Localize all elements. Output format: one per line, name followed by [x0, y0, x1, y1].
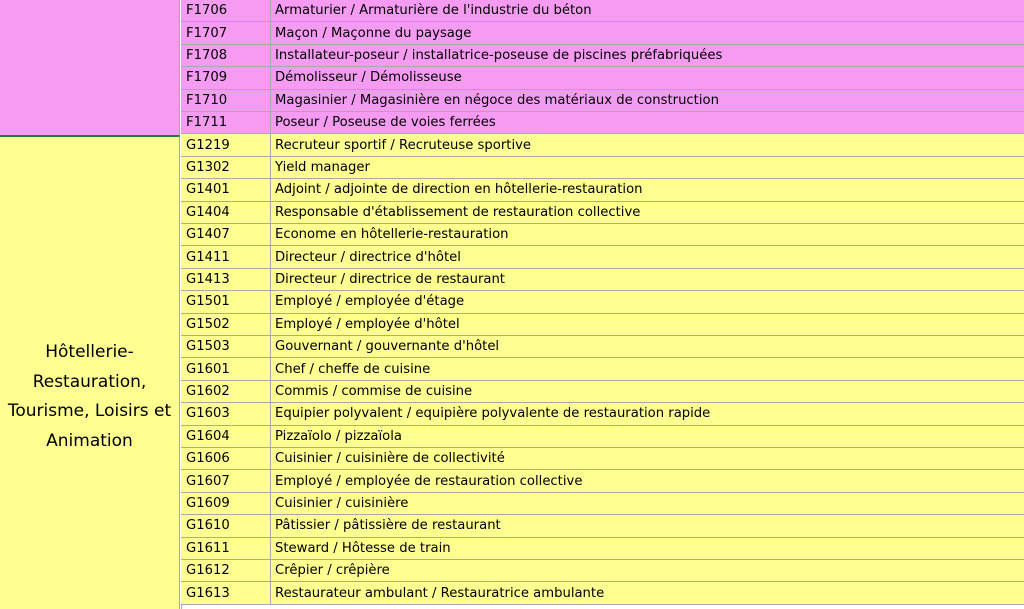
table-row[interactable] — [181, 112, 1024, 134]
job-label-cell[interactable]: Démolisseur / Démolisseuse — [275, 70, 462, 86]
job-label-cell[interactable]: Employé / employée d'étage — [275, 294, 465, 310]
table-row[interactable] — [181, 515, 1024, 537]
rome-code-cell[interactable]: G1604 — [181, 426, 271, 447]
rome-code-cell[interactable]: G1501 — [181, 291, 271, 312]
rome-code-cell[interactable]: G1609 — [181, 493, 271, 514]
job-label-cell[interactable]: Chef / cheffe de cuisine — [275, 361, 431, 377]
table-row[interactable] — [181, 358, 1024, 380]
rome-code-cell[interactable]: G1407 — [181, 224, 271, 245]
rome-code-cell[interactable]: G1401 — [181, 179, 271, 200]
rome-code-cell[interactable]: G1411 — [181, 246, 271, 267]
job-label-cell[interactable]: Pizzaïolo / pizzaïola — [275, 428, 402, 444]
rome-code-cell[interactable]: G1302 — [181, 157, 271, 178]
table-row[interactable] — [181, 90, 1024, 112]
table-row[interactable] — [181, 448, 1024, 470]
job-label-cell[interactable]: Pâtissier / pâtissière de restaurant — [275, 518, 501, 534]
table-row[interactable] — [181, 22, 1024, 44]
job-label-cell[interactable]: Armaturier / Armaturière de l'industrie du béton — [275, 3, 592, 19]
table-row[interactable] — [181, 493, 1024, 515]
table-row[interactable] — [181, 246, 1024, 268]
table-row[interactable] — [181, 381, 1024, 403]
job-label-cell[interactable]: Adjoint / adjointe de direction en hôtellerie-restauration — [275, 182, 643, 198]
job-label-cell[interactable]: Cuisinier / cuisinière de collectivité — [275, 451, 505, 467]
job-label-cell[interactable]: Maçon / Maçonne du paysage — [275, 25, 472, 41]
rome-code-cell[interactable]: G1601 — [181, 358, 271, 379]
job-label-cell[interactable]: Responsable d'établissement de restauration collective — [275, 204, 641, 220]
job-label-cell[interactable]: Poseur / Poseuse de voies ferrées — [275, 115, 496, 131]
rome-code-cell[interactable]: G1611 — [181, 538, 271, 559]
job-label-cell[interactable]: Restaurateur ambulant / Restauratrice ambulante — [275, 585, 605, 601]
table-row[interactable] — [181, 202, 1024, 224]
job-label-cell[interactable]: Employé / employée de restauration collective — [275, 473, 583, 489]
table-row[interactable] — [181, 179, 1024, 201]
table-row[interactable] — [181, 560, 1024, 582]
category-label: Hôtellerie- Restauration, Tourisme, Loisirs et Animation — [7, 342, 172, 451]
table-row[interactable] — [181, 0, 1024, 22]
table-row[interactable] — [181, 291, 1024, 313]
rome-code-cell[interactable]: F1709 — [181, 67, 271, 88]
rome-code-cell[interactable]: F1711 — [181, 112, 271, 133]
rome-code-cell[interactable]: G1613 — [181, 582, 271, 603]
job-label-cell[interactable]: Employé / employée d'hôtel — [275, 316, 460, 332]
rome-code-cell[interactable]: G1602 — [181, 381, 271, 402]
rome-code-cell[interactable]: G1603 — [181, 403, 271, 424]
table-row[interactable] — [181, 314, 1024, 336]
table-row[interactable] — [181, 470, 1024, 492]
rome-code-cell[interactable]: G1607 — [181, 470, 271, 491]
job-label-cell[interactable]: Directeur / directrice de restaurant — [275, 271, 505, 287]
rome-code-cell[interactable]: F1707 — [181, 22, 271, 43]
rome-code-cell[interactable]: G1219 — [181, 134, 271, 155]
table-row[interactable] — [181, 582, 1024, 604]
table-row[interactable] — [181, 67, 1024, 89]
table-row[interactable] — [181, 134, 1024, 156]
job-label-cell[interactable]: Recruteur sportif / Recruteuse sportive — [275, 137, 532, 153]
job-label-cell[interactable]: Installateur-poseur / installatrice-poseuse de piscines préfabriquées — [275, 47, 723, 63]
job-label-cell[interactable]: Equipier polyvalent / equipière polyvalente de restauration rapide — [275, 406, 711, 422]
job-label-cell[interactable]: Crêpier / crêpière — [275, 563, 390, 579]
rome-code-cell[interactable]: F1706 — [181, 0, 271, 21]
job-label-cell[interactable]: Magasinier / Magasinière en négoce des matériaux de construction — [275, 92, 719, 108]
job-label-cell[interactable]: Gouvernant / gouvernante d'hôtel — [275, 339, 500, 355]
rome-code-cell[interactable]: G1502 — [181, 314, 271, 335]
rome-code-cell[interactable]: G1503 — [181, 336, 271, 357]
rome-code-cell[interactable]: G1610 — [181, 515, 271, 536]
rome-code-cell[interactable]: G1404 — [181, 202, 271, 223]
job-label-cell[interactable]: Directeur / directrice d'hôtel — [275, 249, 461, 265]
rome-code-cell[interactable]: F1710 — [181, 90, 271, 111]
job-label-cell[interactable]: Yield manager — [275, 159, 370, 175]
job-label-cell[interactable]: Econome en hôtellerie-restauration — [275, 227, 509, 243]
table-row[interactable] — [181, 426, 1024, 448]
table-row[interactable] — [181, 45, 1024, 67]
table-row[interactable] — [181, 157, 1024, 179]
job-label-cell[interactable]: Steward / Hôtesse de train — [275, 540, 451, 556]
table-row[interactable] — [181, 538, 1024, 560]
rome-code-cell[interactable]: G1606 — [181, 448, 271, 469]
job-label-cell[interactable]: Commis / commise de cuisine — [275, 383, 473, 399]
rome-code-cell[interactable]: G1413 — [181, 269, 271, 290]
table-row[interactable] — [181, 403, 1024, 425]
rome-code-cell[interactable]: G1612 — [181, 560, 271, 581]
table-row[interactable] — [181, 336, 1024, 358]
category-cell-hotellerie[interactable] — [0, 136, 180, 609]
job-label-cell[interactable]: Cuisinier / cuisinière — [275, 495, 409, 511]
category-cell-construction[interactable] — [0, 0, 180, 136]
rome-code-cell[interactable]: F1708 — [181, 45, 271, 66]
table-row[interactable] — [181, 269, 1024, 291]
table-row[interactable] — [181, 224, 1024, 246]
